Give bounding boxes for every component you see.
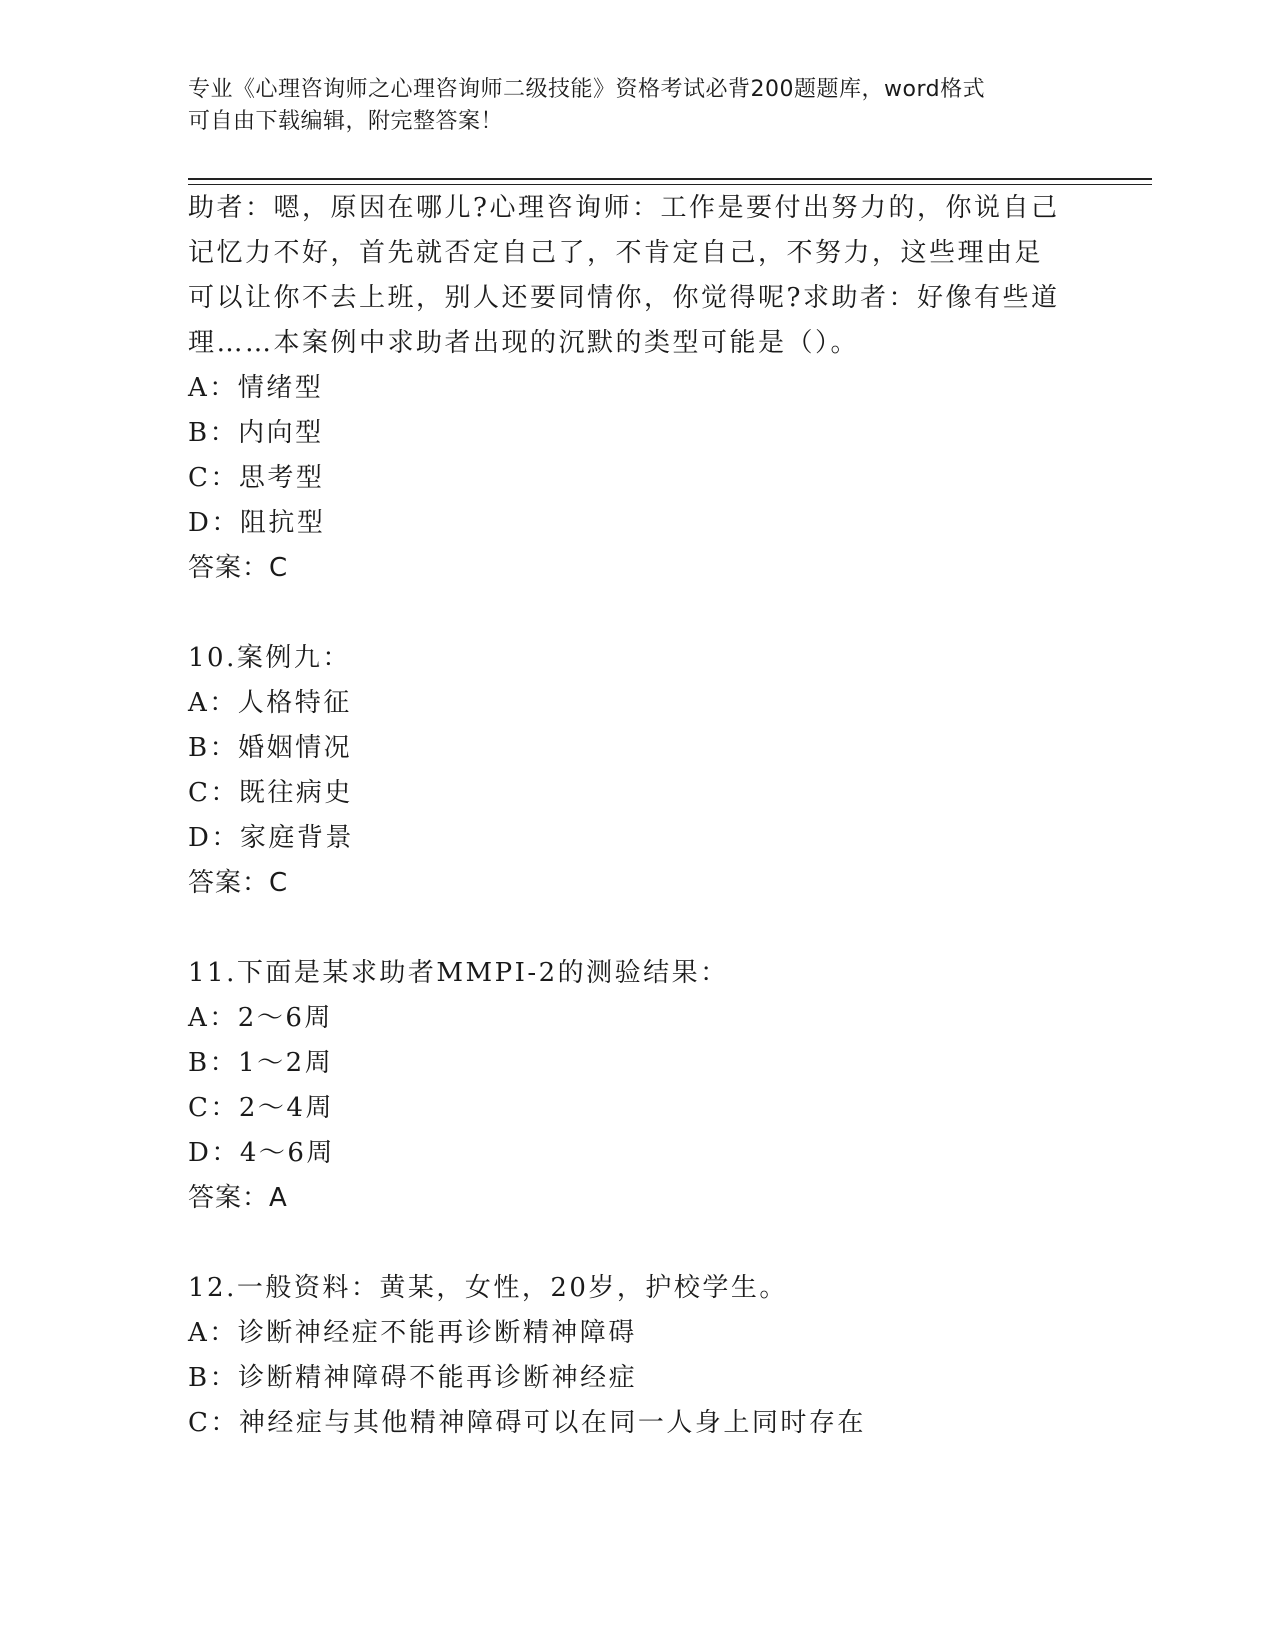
question-text-line: 可以让你不去上班，别人还要同情你，你觉得呢?求助者：好像有些道	[188, 283, 1060, 313]
question-10	[188, 636, 1088, 906]
question-11	[188, 951, 1088, 1221]
option-b: B：1～2周	[188, 1048, 334, 1078]
question-12	[188, 1266, 1088, 1446]
option-a: A：人格特征	[188, 688, 352, 718]
question-9	[188, 186, 1088, 591]
option-c: C：2～4周	[188, 1093, 334, 1123]
option-c: C：思考型	[188, 463, 325, 493]
question-text-line: 理……本案例中求助者出现的沉默的类型可能是（）。	[188, 328, 860, 358]
answer-line: 答案：A	[188, 1183, 288, 1213]
option-b: B：婚姻情况	[188, 733, 353, 763]
option-a: A：2～6周	[188, 1003, 333, 1033]
spacer	[188, 906, 1088, 951]
option-b: B：内向型	[188, 418, 324, 448]
answer-line: 答案：C	[188, 868, 289, 898]
question-text-line: 记忆力不好，首先就否定自己了，不肯定自己，不努力，这些理由足	[188, 238, 1044, 268]
spacer	[188, 1221, 1088, 1266]
option-d: D：4～6周	[188, 1138, 335, 1168]
question-title: 11.下面是某求助者MMPI-2的测验结果：	[188, 958, 729, 988]
spacer	[188, 591, 1088, 636]
question-title: 12.一般资料：黄某，女性，20岁，护校学生。	[188, 1273, 788, 1303]
question-text-line: 助者：嗯，原因在哪儿?心理咨询师：工作是要付出努力的，你说自己	[188, 193, 1060, 223]
header-divider	[188, 178, 1152, 185]
header-title-line-1: 专业《心理咨询师之心理咨询师二级技能》资格考试必背200题题库，word格式	[188, 77, 986, 102]
document-body	[188, 186, 1088, 1446]
page-header	[188, 74, 1068, 138]
option-a: A：情绪型	[188, 373, 324, 403]
question-title: 10.案例九：	[188, 643, 351, 673]
answer-line: 答案：C	[188, 553, 289, 583]
option-d: D：家庭背景	[188, 823, 354, 853]
option-d: D：阻抗型	[188, 508, 326, 538]
option-c: C：神经症与其他精神障碍可以在同一人身上同时存在	[188, 1408, 866, 1438]
option-a: A：诊断神经症不能再诊断精神障碍	[188, 1318, 637, 1348]
option-b: B：诊断精神障碍不能再诊断神经症	[188, 1363, 638, 1393]
option-c: C：既往病史	[188, 778, 353, 808]
header-title-line-2: 可自由下载编辑，附完整答案！	[188, 109, 504, 134]
